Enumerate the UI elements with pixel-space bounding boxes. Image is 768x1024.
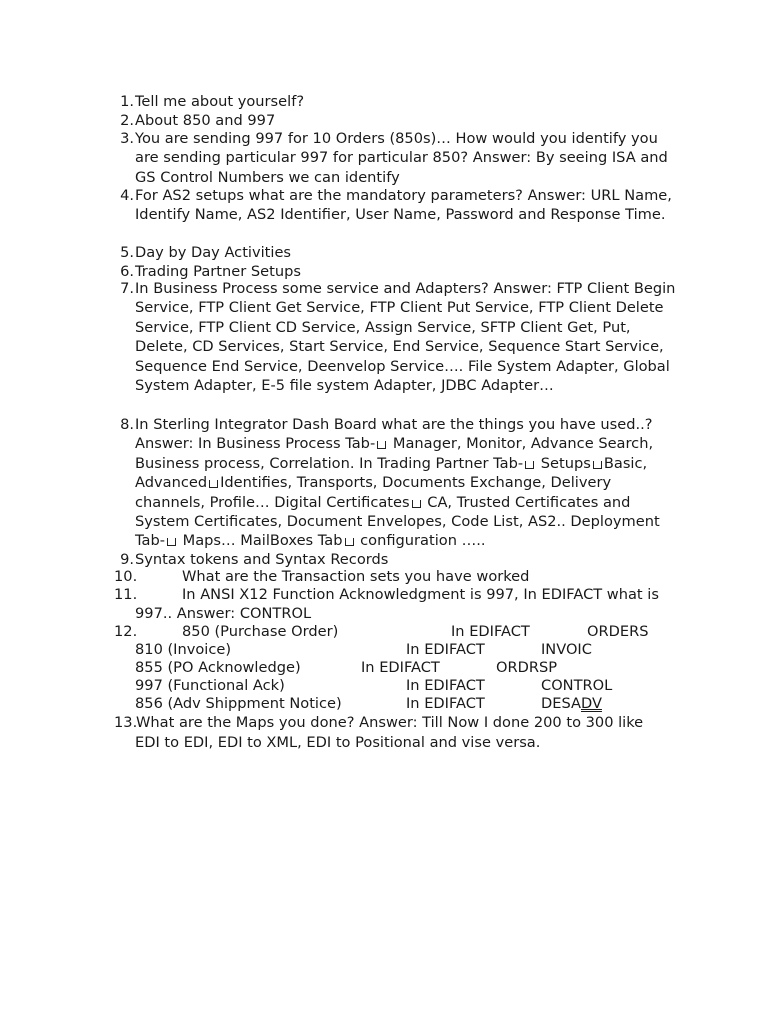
row-message (541, 695, 602, 713)
item-text-line-1: In ANSI X12 Function Acknowledgment is 997, In EDIFACT what is (182, 586, 659, 603)
text-run: Manager, Monitor, Advance Search, (388, 435, 654, 453)
text-run: Business process, Correlation. In Trading Partner Tab- (135, 454, 524, 472)
text-run: Setups (536, 454, 591, 472)
text-run: Maps… MailBoxes Tab (177, 532, 343, 550)
placeholder-arrow-icon (593, 461, 602, 469)
item-text: Syntax tokens and Syntax Records (135, 551, 389, 568)
row-standard: In EDIFACT (406, 641, 485, 658)
item-number: 10. (114, 568, 138, 585)
item-text: Tell me about yourself? (135, 93, 305, 110)
item-text: For AS2 setups what are the mandatory parameters? Answer: URL Name, Identify Name, AS2 Identifier, User Name, Password and Response Time. (135, 187, 672, 224)
placeholder-arrow-icon (167, 538, 176, 546)
row-code: 855 (PO Acknowledge) (135, 659, 301, 676)
text-run: configuration ….. (355, 532, 486, 550)
placeholder-arrow-icon (525, 461, 534, 469)
item-number: 2. (120, 112, 134, 129)
row-standard: In EDIFACT (406, 677, 485, 694)
item-text-line-1: What are the Maps you done? Answer: Till Now I done 200 to 300 like (136, 714, 644, 731)
placeholder-arrow-icon (345, 538, 354, 546)
item-number: 11. (114, 586, 138, 603)
text-run: Basic, (603, 454, 648, 472)
text-run: Identifies, Transports, Documents Exchange, Delivery (220, 474, 612, 492)
text-run: System Certificates, Document Envelopes, Code List, AS2.. Deployment (135, 513, 660, 531)
row-standard: In EDIFACT (406, 695, 485, 712)
item-number: 7. (120, 280, 134, 297)
item-text-line-2: EDI to EDI, EDI to XML, EDI to Positional and vise versa. (135, 734, 541, 751)
text-run: Tab- (135, 532, 165, 550)
item-number: 4. (120, 187, 134, 204)
row-standard: In EDIFACT (451, 623, 530, 640)
item-number: 8. (120, 416, 134, 433)
row-code: 810 (Invoice) (135, 641, 232, 658)
text-line (135, 415, 680, 434)
row-message: CONTROL (541, 677, 613, 694)
item-text-line-2: 997.. Answer: CONTROL (135, 605, 312, 622)
text-run: channels, Profile… Digital Certificates (135, 493, 410, 511)
row-code: 850 (Purchase Order) (182, 623, 339, 640)
row-message: INVOIC (541, 641, 592, 658)
text-run: Advanced (135, 474, 208, 492)
text-run: CA, Trusted Certificates and (422, 493, 631, 511)
row-standard: In EDIFACT (361, 659, 440, 676)
row-message: ORDERS (587, 623, 649, 640)
item-text: What are the Transaction sets you have worked (182, 568, 530, 585)
item-text: Trading Partner Setups (135, 263, 301, 280)
item-text: Day by Day Activities (135, 244, 292, 261)
text-run: Answer: In Business Process Tab- (135, 435, 376, 453)
text-line (135, 512, 680, 531)
placeholder-arrow-icon (209, 480, 218, 488)
text-run: DV (580, 695, 602, 712)
item-text: In Business Process some service and Adapters? Answer: FTP Client Begin Service, FTP Client Get Service, FTP Client Put Service, FTP Client Delete Service, FTP Client CD Service, Assign Service, SFTP Client Get, Put, Delete, CD Services, Start Service, End Service, Sequence Start Service, Sequence End Service, Deenvelop Service…. File System Adapter, Global System Adapter, E-5 file system Adapter, JDBC Adapter… (135, 280, 676, 395)
item-number: 3. (120, 130, 134, 147)
item-number: 5. (120, 244, 134, 261)
placeholder-arrow-icon (377, 441, 386, 449)
row-message: ORDRSP (496, 659, 558, 676)
text-line (135, 454, 680, 473)
row-code: 856 (Adv Shippment Notice) (135, 695, 342, 712)
text-line (135, 493, 680, 512)
text-run: In Sterling Integrator Dash Board what are the things you have used..? (135, 416, 653, 433)
item-number: 6. (120, 263, 134, 280)
item-number: 13. (114, 714, 138, 731)
item-text: You are sending 997 for 10 Orders (850s)… How would you identify you are sending particular 997 for particular 850? Answer: By seeing ISA and GS Control Numbers we can identify (135, 130, 668, 186)
item-text (135, 415, 680, 551)
row-code: 997 (Functional Ack) (135, 677, 285, 694)
item-text: About 850 and 997 (135, 112, 276, 129)
item-number: 12. (114, 623, 138, 640)
text-line (135, 473, 680, 492)
item-number: 1. (120, 93, 134, 110)
text-line (135, 434, 680, 453)
text-line (135, 531, 680, 550)
item-number: 9. (120, 551, 134, 568)
text-run: DESA (541, 695, 581, 712)
placeholder-arrow-icon (412, 500, 421, 508)
